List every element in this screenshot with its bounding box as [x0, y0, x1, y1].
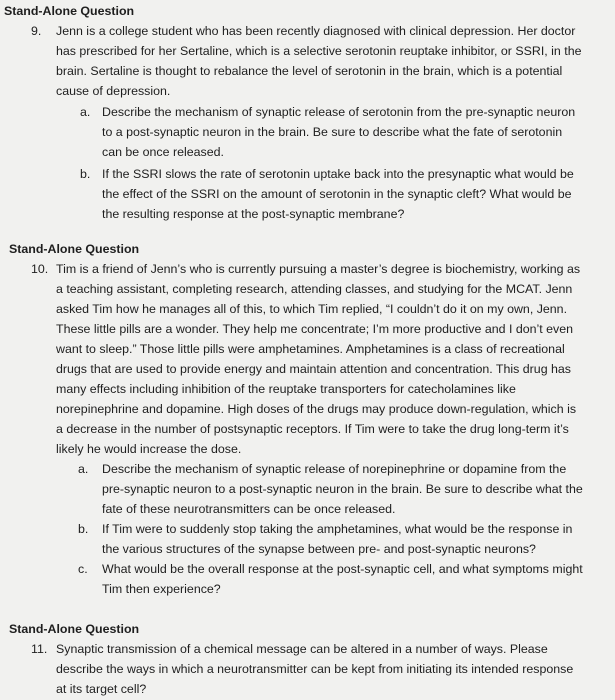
question-line: describe the ways in which a neurotransmitter can be kept from initiating its intended response — [56, 662, 574, 676]
sub-question-line: Tim then experience? — [102, 582, 221, 596]
sub-question-line: If the SSRI slows the rate of serotonin uptake back into the presynaptic what would be — [102, 167, 574, 181]
question-line: asked Tim how he manages all of this, to which Tim replied, “I couldn’t do it on my own, Jenn. — [56, 302, 568, 316]
sub-question-text — [102, 559, 583, 599]
question-line: likely he would increase the dose. — [56, 442, 242, 456]
sub-question-text — [102, 164, 574, 224]
question-number: 10. — [31, 262, 49, 276]
question-line: drugs that are used to provide energy and maintain attention and concentration. This drug has — [56, 362, 572, 376]
question-line: brain. Sertaline is thought to rebalance the level of serotonin in the brain, which is a potential — [56, 64, 563, 78]
question-line: a teaching assistant, completing research, attending classes, and studying for the MCAT. Jenn — [56, 282, 573, 296]
sub-question-line: the various structures of the synapse between pre- and post-synaptic neurons? — [102, 542, 536, 556]
question-line: These little pills are a wonder. They help me concentrate; I’m more productive and I don’t even — [56, 322, 574, 336]
question-text — [56, 639, 573, 699]
section-heading: Stand-Alone Question — [9, 622, 140, 636]
sub-question-line: fate of these neurotransmitters can be once released. — [102, 502, 396, 516]
sub-question-text — [102, 102, 575, 162]
question-number: 11. — [31, 642, 48, 656]
sub-question-line: the resulting response at the post-synaptic membrane? — [102, 207, 405, 221]
sub-question-text — [102, 519, 572, 559]
question-text — [56, 21, 582, 101]
sub-question-line: can be once released. — [102, 145, 224, 159]
question-text — [56, 259, 580, 459]
sub-question-letter: b. — [80, 167, 91, 181]
sub-question-letter: b. — [78, 522, 89, 536]
sub-question-line: If Tim were to suddenly stop taking the amphetamines, what would be the response in — [102, 522, 573, 536]
sub-question-line: the effect of the SSRI on the amount of serotonin in the synaptic cleft? What would be — [102, 187, 572, 201]
sub-question-text — [102, 459, 583, 519]
sub-question-line: pre-synaptic neuron to a post-synaptic neuron in the brain. Be sure to describe what the — [102, 482, 583, 496]
section-heading: Stand-Alone Question — [4, 4, 135, 18]
question-line: cause of depression. — [56, 84, 171, 98]
sub-question-letter: a. — [78, 462, 89, 476]
sub-question-line: Describe the mechanism of synaptic release of serotonin from the pre-synaptic neuron — [102, 105, 576, 119]
sub-question-letter: a. — [80, 105, 91, 119]
question-line: a decrease in the number of postsynaptic receptors. If Tim were to take the drug long-term it’s — [56, 422, 569, 436]
sub-question-line: to a post-synaptic neuron in the brain. Be sure to describe what the fate of serotonin — [102, 125, 563, 139]
question-line: want to sleep.” Those little pills were amphetamines. Amphetamines is a class of recreational — [56, 342, 565, 356]
question-line: norepinephrine and dopamine. High doses of the drugs may produce down-regulation, which is — [56, 402, 577, 416]
question-number: 9. — [31, 24, 42, 38]
question-line: Jenn is a college student who has been recently diagnosed with clinical depression. Her doctor — [56, 24, 576, 38]
question-line: has prescribed for her Sertaline, which is a selective serotonin reuptake inhibitor, or SSRI, in the — [56, 44, 582, 58]
question-line: many effects including inhibition of the reuptake transporters for catecholamines like — [56, 382, 516, 396]
question-line: Synaptic transmission of a chemical message can be altered in a number of ways. Please — [56, 642, 548, 656]
question-line: Tim is a friend of Jenn’s who is currently pursuing a master’s degree is biochemistry, working as — [56, 262, 581, 276]
section-heading: Stand-Alone Question — [9, 242, 140, 256]
sub-question-line: Describe the mechanism of synaptic release of norepinephrine or dopamine from the — [102, 462, 567, 476]
sub-question-line: What would be the overall response at the post-synaptic cell, and what symptoms might — [102, 562, 583, 576]
question-line: at its target cell? — [56, 682, 147, 696]
sub-question-letter: c. — [78, 562, 88, 576]
